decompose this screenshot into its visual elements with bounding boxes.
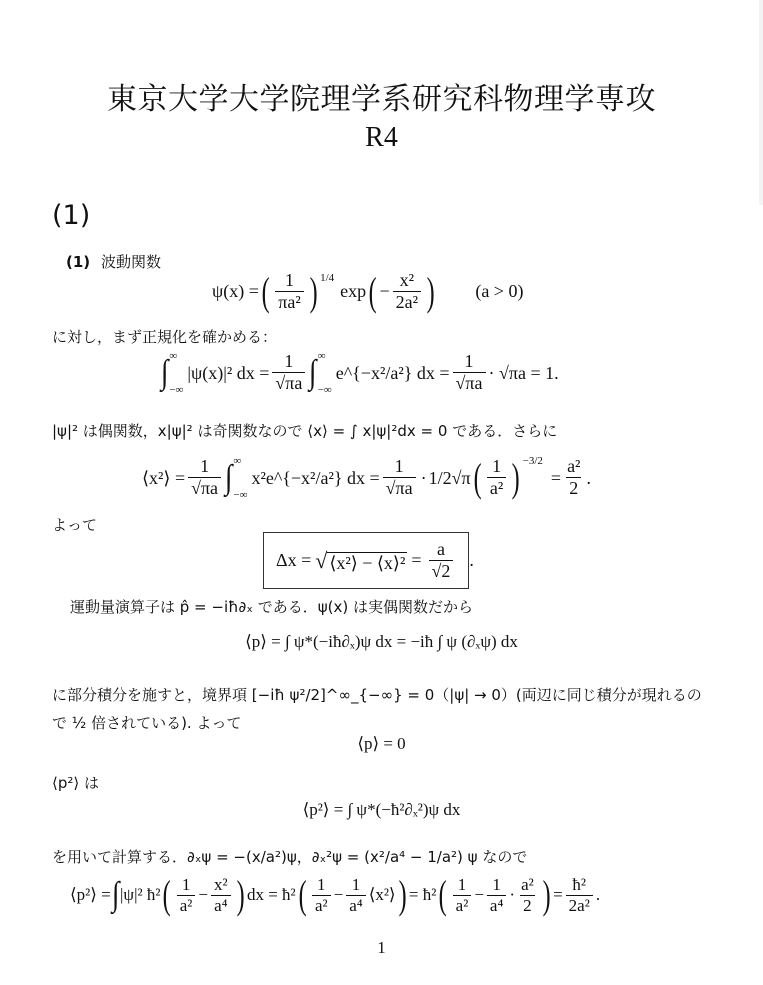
dx-period: . <box>469 550 474 571</box>
x2-result-den: 2 <box>566 477 581 500</box>
p2-result-num: ħ² <box>572 875 587 894</box>
x2-inner <box>487 456 506 499</box>
x2-result <box>564 456 583 499</box>
x2-coef2-num: 1 <box>394 456 404 477</box>
x2-coef2-den: √πa <box>383 477 416 500</box>
wf-minus: − <box>379 281 390 302</box>
paren-close-5: ) <box>398 872 407 918</box>
equals-2: = <box>553 885 563 905</box>
p2-t7 <box>518 875 537 916</box>
x2-result-num: a² <box>567 456 581 477</box>
result-box <box>263 532 469 589</box>
derivative-text: を用いて計算する．∂ₓψ = −(x/a²)ψ，∂ₓ²ψ = (x²/a⁴ − 1/a²) ψ なので <box>52 848 528 866</box>
p2-t4 <box>346 875 365 916</box>
problem-label: (1) <box>66 253 91 271</box>
document-subtitle: R4 <box>365 122 398 153</box>
norm-integrand: |ψ(x)|² dx = <box>187 362 270 383</box>
x2-inner-den: a² <box>487 477 506 500</box>
paren-close-3: ) <box>511 455 520 500</box>
limit-upper-2: ∞ <box>317 350 326 362</box>
p2-t3 <box>312 875 331 916</box>
p2-part2: dx = ħ² <box>246 885 296 905</box>
integral-sign-2: ∫ <box>309 354 317 391</box>
p2-calculation <box>70 872 601 918</box>
p2-t2 <box>211 875 231 916</box>
sqrt <box>315 548 407 574</box>
wf-num: 1 <box>284 270 294 290</box>
t3-num: 1 <box>317 875 326 894</box>
norm-coef-num: 1 <box>284 351 294 372</box>
norm-coef2-num: 1 <box>464 351 474 372</box>
x2-half: 1/2 <box>428 467 452 488</box>
t7-den: 2 <box>520 895 535 916</box>
p2-x2: ⟨x²⟩ <box>368 885 396 905</box>
page-number: 1 <box>377 938 386 957</box>
norm-coef-den: √πa <box>272 372 305 395</box>
normalization-intro: に対し，まず正規化を確かめる： <box>52 328 278 346</box>
p2-definition: ⟨p²⟩ = ∫ ψ*(−ħ²∂ₓ²)ψ dx <box>302 800 461 819</box>
t4-num: 1 <box>351 875 361 894</box>
cdot: · <box>420 467 427 488</box>
t1-num: 1 <box>181 875 191 894</box>
t4-den: a⁴ <box>346 895 365 916</box>
limit-upper-3: ∞ <box>233 455 242 467</box>
x2-coef-den: √πa <box>188 477 221 500</box>
p2-t6 <box>487 875 506 916</box>
parts-text-2: で ½ 倍されている). よって <box>52 714 242 732</box>
t5-num: 1 <box>457 875 467 894</box>
t6-den: a⁴ <box>487 895 506 916</box>
t5-den: a² <box>453 895 472 916</box>
p-result: ⟨p⟩ = 0 <box>357 734 406 753</box>
delta-x-result <box>263 532 474 589</box>
dx-eq: = <box>411 550 422 571</box>
norm-coef2-den: √πa <box>453 372 486 395</box>
minus-2: − <box>333 885 344 905</box>
paren-close: ) <box>309 268 318 314</box>
radical-sign: √ <box>315 547 328 573</box>
dx-fraction <box>429 539 454 582</box>
p2-result <box>566 875 593 916</box>
p2-part1: |ψ|² ħ² <box>120 885 161 905</box>
paren-close-6: ) <box>542 872 551 918</box>
integral-sign: ∫ <box>160 354 169 391</box>
paren-open-2: ( <box>368 268 377 314</box>
norm-coef <box>272 351 305 394</box>
p2-t1 <box>177 875 196 916</box>
problem-intro <box>66 251 161 272</box>
paren-open: ( <box>261 268 270 314</box>
norm-gauss: e^{−x²/a²} dx = <box>335 362 450 383</box>
x2-power: −3/2 <box>522 455 543 467</box>
integral-limits-2 <box>318 350 332 396</box>
paren-open-4: ( <box>163 872 172 918</box>
wf-inner-num: x² <box>399 270 414 290</box>
x2-coef-2 <box>383 456 416 499</box>
momentum-intro: 運動量演算子は p̂ = −iħ∂ₓ である．ψ(x) は実偶関数だから <box>70 598 473 616</box>
t2-num: x² <box>214 875 228 894</box>
dx-num: a <box>436 539 445 559</box>
limit-upper: ∞ <box>169 350 178 362</box>
t2-den: a⁴ <box>211 895 230 916</box>
limit-lower-2: −∞ <box>317 384 332 396</box>
parity-text: |ψ|² は偶関数，x|ψ|² は奇関数なので ⟨x⟩ = ∫ x|ψ|²dx = 0 である．さらに <box>52 422 558 440</box>
minus-3: − <box>474 885 484 905</box>
x2-integrand: x²e^{−x²/a²} dx = <box>251 467 380 488</box>
x2-inner-num: 1 <box>492 456 502 477</box>
wf-condition: (a > 0) <box>475 281 524 302</box>
p-equation: ⟨p⟩ = ∫ ψ*(−iħ∂ₓ)ψ dx = −iħ ∫ ψ (∂ₓψ) dx <box>245 632 518 651</box>
integral-sign-4: ∫ <box>111 876 120 914</box>
p2-t5 <box>453 875 472 916</box>
p2-part3: = ħ² <box>408 885 437 905</box>
minus: − <box>198 885 209 905</box>
integral-limits <box>169 350 183 396</box>
dx-radicand: ⟨x²⟩ − ⟨x⟩² <box>329 552 406 573</box>
limit-lower: −∞ <box>169 384 184 396</box>
dx-lhs: Δx = <box>276 550 312 571</box>
x2-sqrtpi: √π <box>451 467 471 488</box>
t6-num: 1 <box>492 875 501 894</box>
p2-result-den: 2a² <box>566 895 593 916</box>
norm-result: · √πa = 1. <box>488 362 559 383</box>
parts-text-1: に部分積分を施すと，境界項 [−iħ ψ²/2]^∞_{−∞} = 0（|ψ| → 0）(両辺に同じ積分が現れるの <box>52 686 702 704</box>
wf-inner-den: 2a² <box>393 291 421 314</box>
paren-open-6: ( <box>439 872 448 918</box>
therefore-text: よって <box>52 516 98 534</box>
x2-equation <box>142 455 591 501</box>
integral-sign-3: ∫ <box>224 459 233 496</box>
integral-limits-3 <box>233 455 247 501</box>
p2-period: . <box>595 885 601 905</box>
dx-den: √2 <box>429 560 454 583</box>
wavefunction-equation <box>212 270 523 313</box>
x2-lhs: ⟨x²⟩ = <box>142 467 186 488</box>
p2-lhs: ⟨p²⟩ = <box>70 885 111 905</box>
period: . <box>586 467 591 488</box>
wf-lhs: ψ(x) = <box>212 281 259 302</box>
document-title: 東京大学大学院理学系研究科物理学専攻 <box>107 82 656 117</box>
normalization-equation <box>160 350 559 396</box>
paren-open-3: ( <box>473 455 482 500</box>
norm-coef-2 <box>453 351 486 394</box>
wf-power: 1/4 <box>320 272 335 284</box>
t7-num: a² <box>521 875 534 894</box>
cdot-2: · <box>509 885 516 905</box>
t3-den: a² <box>312 895 331 916</box>
wf-exp: exp <box>340 281 367 302</box>
paren-close-2: ) <box>426 268 435 314</box>
x2-coef <box>188 456 221 499</box>
wf-fraction <box>275 270 303 313</box>
wf-den: πa² <box>275 291 303 314</box>
paren-close-4: ) <box>236 872 245 918</box>
wf-inner-fraction <box>393 270 421 313</box>
p2-intro: ⟨p²⟩ は <box>52 774 100 792</box>
t1-den: a² <box>177 895 196 916</box>
problem-intro-text: 波動関数 <box>100 253 161 271</box>
x2-coef-num: 1 <box>200 456 210 477</box>
equals: = <box>550 467 562 488</box>
paren-open-5: ( <box>298 872 307 918</box>
section-heading: (1) <box>52 200 91 231</box>
limit-lower-3: −∞ <box>233 489 248 501</box>
